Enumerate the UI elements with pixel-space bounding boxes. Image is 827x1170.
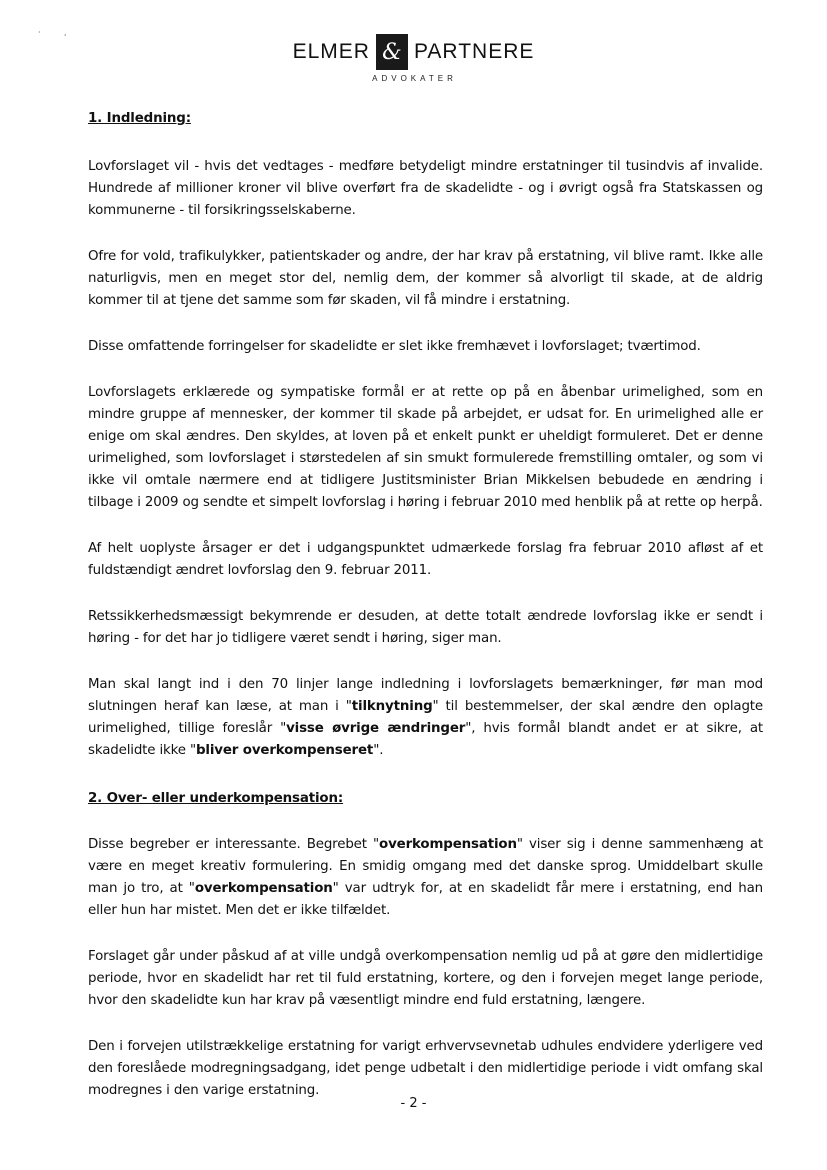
bold-term: visse øvrige ændringer (286, 721, 466, 736)
body-paragraph (88, 246, 763, 312)
body-paragraph (88, 156, 763, 222)
text-run: Man skal langt ind i den 70 linjer lange indledning i lovforslagets bemærkninger, før man mod slutningen heraf kan læse, at man i " (88, 677, 763, 714)
text-run: ". (373, 743, 384, 758)
text-run: " var udtryk for, at en skadelidt får mere i erstatning, end han eller hun har mistet. Men det er ikke tilfældet. (88, 881, 763, 918)
firm-name-left: ELMER (292, 40, 370, 63)
text-run: Lovforslagets erklærede og sympatiske formål er at rette op på en åbenbar urimelighed, som en mindre gruppe af mennesker, der kommer til skade på arbejdet, er udsat for. En urimelighed alle er enige om skal ændres. Den skyldes, at loven på et enkelt punkt er uheldigt formuleret. Det er denne urimelighed, som lovforslaget i størstedelen af sin smukt formulerede fremstilling omtaler, og som vi ikke vil omtale nærmere end at tidligere Justitsminister Brian Mikkelsen bebudede en ændring i tilbage i 2009 og sendte et simpelt lovforslag i høring i februar 2010 med henblik på at rette op herpå. (88, 385, 763, 510)
scan-dot: · (38, 28, 41, 37)
bold-term: bliver overkompenseret (195, 743, 374, 758)
body-paragraph (88, 336, 763, 358)
body-paragraph (88, 946, 763, 1012)
text-run: ", hvis formål blandt andet er at sikre, at skadelidte ikke " (88, 721, 763, 758)
document-body (88, 108, 763, 1102)
text-run: Disse begreber er interessante. Begrebet " (88, 837, 380, 852)
section-heading: 1. Indledning: (88, 111, 191, 126)
body-paragraph (88, 1036, 763, 1102)
text-run: " viser sig i denne sammenhæng at være en meget kreativ formulering. En smidig omgang med det danske sprog. Umiddelbart skulle man jo tro, at " (88, 837, 763, 896)
text-run: Af helt uoplyste årsager er det i udgangspunktet udmærkede forslag fra februar 2010 afløst af et fuldstændigt ændret lovforslag den 9. februar 2011. (88, 541, 763, 578)
text-run: Lovforslaget vil - hvis det vedtages - medføre betydeligt mindre erstatninger til tusindvis af invalide. Hundrede af millioner kroner vil blive overført fra de skadelidte - og i øvrigt også fra Statskassen og kommunerne - til forsikringsselskaberne. (88, 159, 763, 218)
section-heading: 2. Over- eller underkompensation: (88, 791, 344, 806)
page-number: - 2 - (400, 1096, 427, 1111)
firm-subtitle: ADVOKATER (372, 74, 457, 83)
body-paragraph (88, 674, 763, 762)
text-run: Disse omfattende forringelser for skadelidte er slet ikke fremhævet i lovforslaget; tværtimod. (88, 339, 701, 354)
firm-name-right: PARTNERE (413, 40, 535, 63)
bold-term: overkompensation (379, 837, 517, 852)
body-paragraph (88, 606, 763, 650)
body-paragraph (88, 538, 763, 582)
scan-tick: ˌ (64, 28, 67, 37)
text-run: Forslaget går under påskud af at ville undgå overkompensation nemlig ud på at gøre den midlertidige periode, hvor en skadelidt har ret til fuld erstatning, kortere, og den i forvejen meget lange periode, hvor den skadelidte kun har krav på væsentligt mindre end fuld erstatning, længere. (88, 949, 763, 1008)
letterhead (0, 34, 827, 83)
bold-term: overkompensation (194, 881, 333, 896)
ampersand-logo: & (376, 34, 408, 70)
bold-term: tilknytning (351, 699, 433, 714)
text-run: Den i forvejen utilstrækkelige erstatning for varigt erhvervsevnetab udhules endvidere yderligere ved den foreslåede modregningsadgang, idet penge udbetalt i den midlertidige periode i vidt omfang skal modregnes i den varige erstatning. (88, 1039, 763, 1098)
text-run: Retssikkerhedsmæssigt bekymrende er desuden, at dette totalt ændrede lovforslag ikke er sendt i høring - for det har jo tidligere været sendt i høring, siger man. (88, 609, 763, 646)
body-paragraph (88, 382, 763, 514)
firm-name (293, 34, 535, 70)
text-run: " til bestemmelser, der skal ændre den oplagte urimelighed, tillige foreslår " (88, 699, 763, 736)
text-run: Ofre for vold, trafikulykker, patientskader og andre, der har krav på erstatning, vil blive ramt. Ikke alle naturligvis, men en meget stor del, nemlig dem, der kommer så alvorligt til skade, at de aldrig kommer til at tjene det samme som før skaden, vil få mindre i erstatning. (88, 249, 763, 308)
body-paragraph (88, 834, 763, 922)
